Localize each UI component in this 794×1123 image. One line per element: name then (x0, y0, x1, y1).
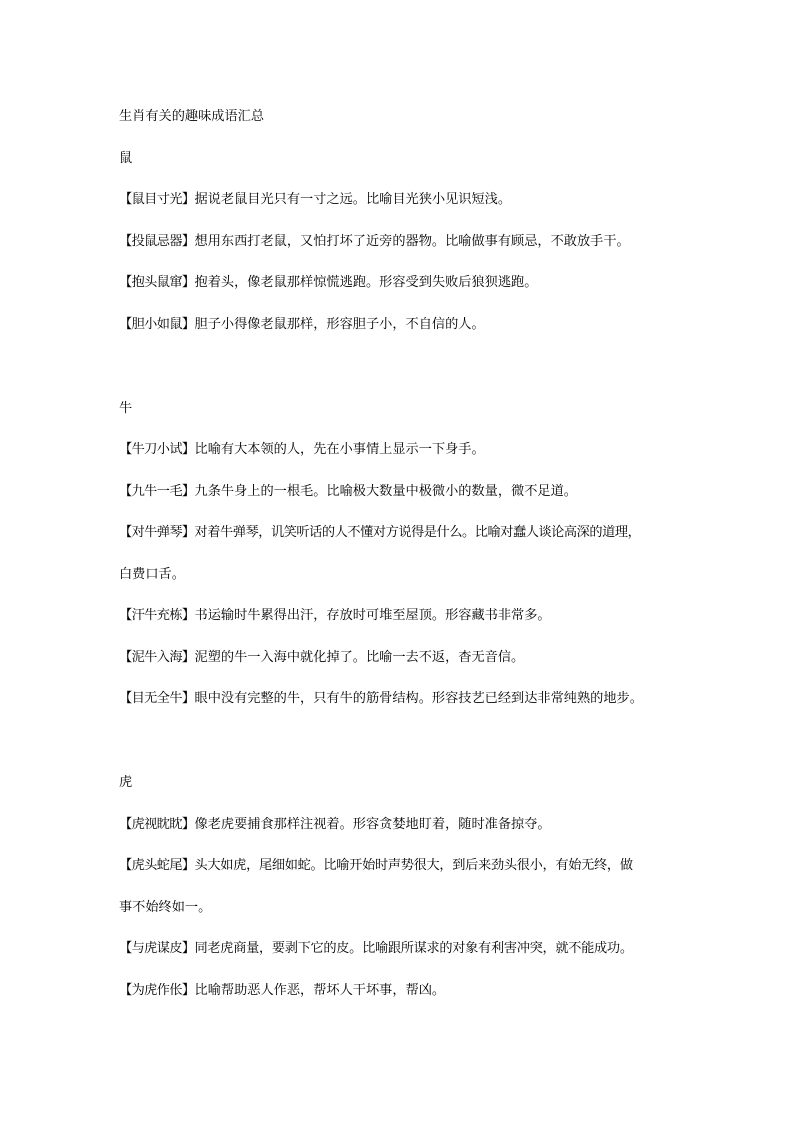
idiom-definition: 抱着头，像老鼠那样惊慌逃跑。形容受到失败后狼狈逃跑。 (194, 275, 538, 290)
idiom-entry (119, 441, 689, 459)
idiom-term: 【九牛一毛】 (119, 484, 195, 499)
idiom-entry (119, 316, 689, 334)
idiom-definition: 胆子小得像老鼠那样，形容胆子小，不自信的人。 (194, 317, 485, 332)
idiom-entry (119, 816, 689, 834)
idiom-term: 【虎视眈眈】 (119, 817, 195, 832)
idiom-definition: 九条牛身上的一根毛。比喻极大数量中极微小的数量，微不足道。 (194, 484, 577, 499)
idiom-term: 【投鼠忌器】 (119, 234, 195, 249)
idiom-definition: 眼中没有完整的牛，只有牛的筋骨结构。形容技艺已经到达非常纯熟的地步。 (194, 691, 643, 706)
idiom-term: 【目无全牛】 (119, 691, 195, 706)
idiom-entry (119, 191, 689, 209)
idiom-entry (119, 233, 689, 251)
idiom-term: 【汗牛充栋】 (119, 608, 195, 623)
idiom-term: 【抱头鼠窜】 (119, 275, 195, 290)
idiom-entry (119, 649, 689, 667)
idiom-definition: 像老虎要捕食那样注视着。形容贪婪地盯着，随时准备掠夺。 (194, 817, 551, 832)
idiom-entry (119, 940, 689, 958)
document-title: 生肖有关的趣味成语汇总 (119, 109, 265, 124)
idiom-definition: 比喻帮助恶人作恶，帮坏人干坏事，帮凶。 (194, 983, 446, 998)
idiom-term: 【对牛弹琴】 (119, 525, 195, 540)
idiom-entry (119, 524, 689, 542)
idiom-definition-continuation: 事不始终如一。 (119, 900, 212, 915)
idiom-definition: 据说老鼠目光只有一寸之远。比喻目光狭小见识短浅。 (194, 192, 512, 207)
idiom-term: 【胆小如鼠】 (119, 317, 195, 332)
idiom-definition: 对着牛弹琴，讥笑听话的人不懂对方说得是什么。比喻对蠢人谈论高深的道理， (194, 525, 641, 540)
idiom-term: 【泥牛入海】 (119, 650, 195, 665)
idiom-entry (119, 690, 689, 708)
idiom-entry (119, 274, 689, 292)
idiom-term: 【鼠目寸光】 (119, 192, 195, 207)
idiom-definition: 书运输时牛累得出汗，存放时可堆至屋顶。形容藏书非常多。 (194, 608, 551, 623)
idiom-term: 【牛刀小试】 (119, 442, 195, 457)
idiom-term: 【为虎作伥】 (119, 983, 195, 998)
idiom-definition: 比喻有大本领的人，先在小事情上显示一下身手。 (194, 442, 485, 457)
idiom-definition-continuation: 白费口舌。 (119, 567, 185, 582)
idiom-entry (119, 607, 689, 625)
idiom-term: 【与虎谋皮】 (119, 941, 195, 956)
idiom-definition: 想用东西打老鼠，又怕打坏了近旁的器物。比喻做事有顾忌，不敢放手干。 (194, 234, 630, 249)
idiom-definition: 泥塑的牛一入海中就化掉了。比喻一去不返，杳无音信。 (194, 650, 525, 665)
idiom-term: 【虎头蛇尾】 (119, 858, 195, 873)
idiom-entry (119, 982, 689, 1000)
idiom-definition: 头大如虎，尾细如蛇。比喻开始时声势很大，到后来劲头很小，有始无终，做 (194, 858, 633, 873)
idiom-definition: 同老虎商量，要剥下它的皮。比喻跟所谋求的对象有利害冲突，就不能成功。 (194, 941, 633, 956)
section-heading-tiger: 虎 (119, 775, 133, 790)
idiom-entry (119, 483, 689, 501)
section-heading-ox: 牛 (119, 401, 133, 416)
idiom-entry (119, 857, 689, 875)
section-heading-rat: 鼠 (119, 151, 133, 166)
